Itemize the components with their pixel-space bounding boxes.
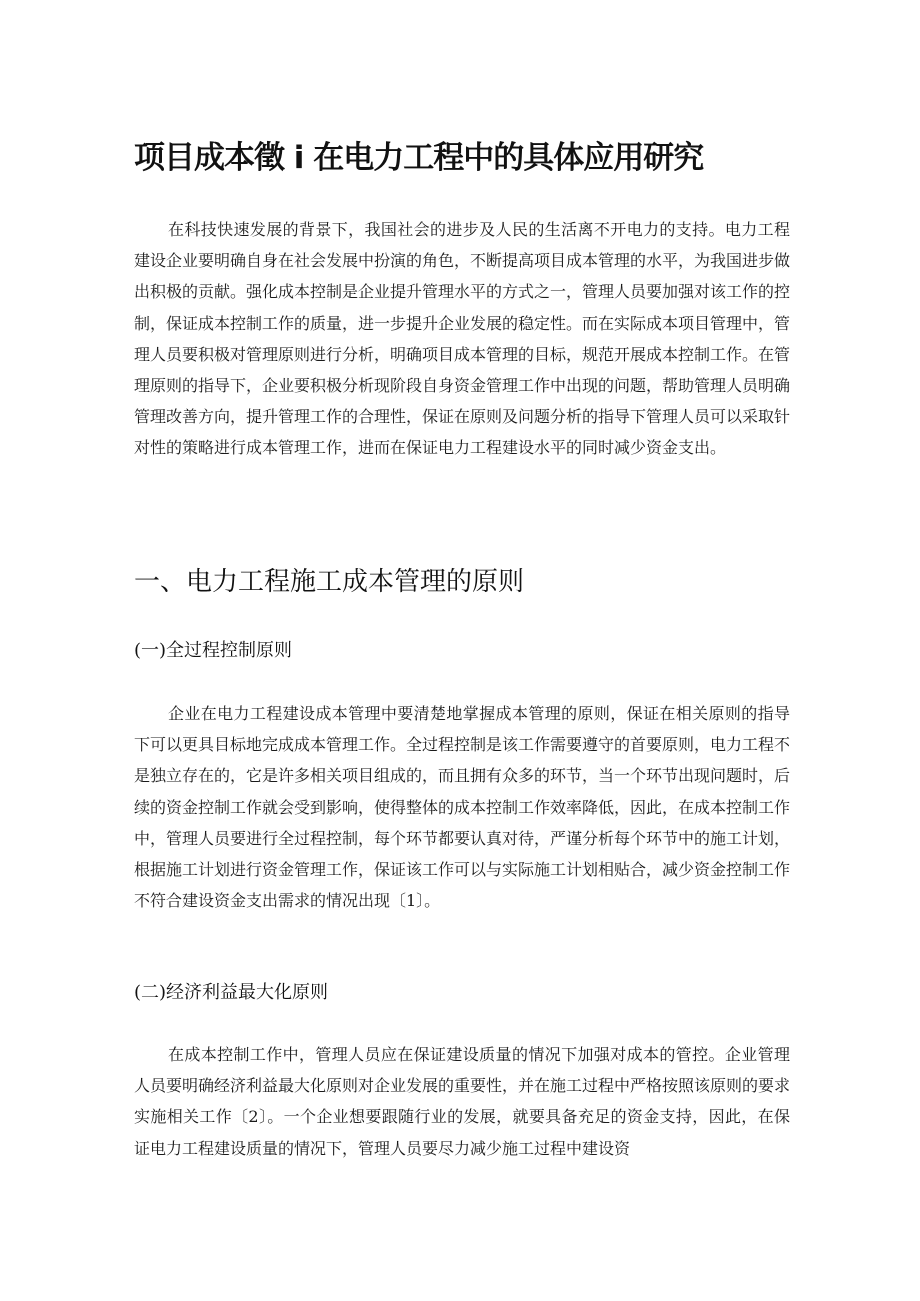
intro-paragraph: 在科技快速发展的背景下，我国社会的进步及人民的生活离不开电力的支持。电力工程建设企业要明确自身在社会发展中扮演的角色，不断提高项目成本管理的水平，为我国进步做出积极的贡献。强化成本控制是企业提升管理水平的方式之一，管理人员要加强对该工作的控制，保证成本控制工作的质量，进一步提升企业发展的稳定性。而在实际成本项目管理中，管理人员要积极对管理原则进行分析，明确项目成本管理的目标，规范开展成本控制工作。在管理原则的指导下，企业要积极分析现阶段自身资金管理工作中出现的问题，帮助管理人员明确管理改善方向，提升管理工作的合理性，保证在原则及问题分析的指导下管理人员可以采取针对性的策略进行成本管理工作，进而在保证电力工程建设水平的同时减少资金支出。 — [134, 220, 791, 458]
section-heading: 一、电力工程施工成本管理的原则 — [134, 567, 525, 597]
subsection-1-paragraph: 企业在电力工程建设成本管理中要清楚地掌握成本管理的原则，保证在相关原则的指导下可以更具目标地完成成本管理工作。全过程控制是该工作需要遵守的首要原则，电力工程不是独立存在的，它是许多相关项目组成的，而且拥有众多的环节，当一个环节出现问题时，后续的资金控制工作就会受到影响，使得整体的成本控制工作效率降低，因此，在成本控制工作中，管理人员要进行全过程控制，每个环节都要认真对待，严谨分析每个环节中的施工计划，根据施工计划进行资金管理工作，保证该工作可以与实际施工计划相贴合，减少资金控制工作不符合建设资金支出需求的情况出现〔1〕。 — [134, 704, 791, 911]
document-title: 项目成本徵 i 在电力工程中的具体应用研究 — [134, 140, 704, 176]
subsection-heading-1: (一)全过程控制原则 — [134, 640, 293, 661]
subsection-heading-2: (二)经济利益最大化原则 — [134, 982, 329, 1003]
subsection-2-paragraph: 在成本控制工作中，管理人员应在保证建设质量的情况下加强对成本的管控。企业管理人员要明确经济利益最大化原则对企业发展的重要性，并在施工过程中严格按照该原则的要求实施相关工作〔2〕。一个企业想要跟随行业的发展，就要具备充足的资金支持，因此，在保证电力工程建设质量的情况下，管理人员要尽力减少施工过程中建设资 — [134, 1045, 791, 1158]
